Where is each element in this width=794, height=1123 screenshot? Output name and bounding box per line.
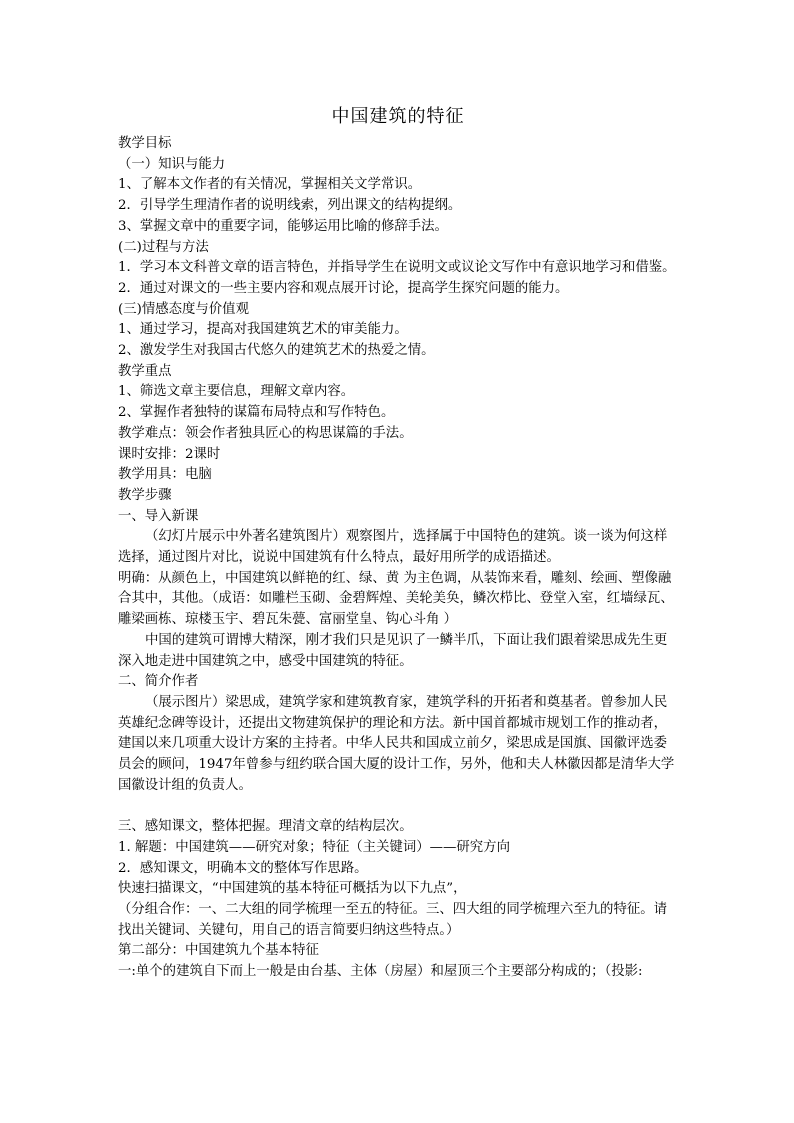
part-heading: 第二部分：中国建筑九个基本特征 [118,943,319,959]
section-heading-teaching-goals: 教学目标 [118,136,172,151]
subsection-heading-process: (二)过程与方法 [118,239,209,255]
tools-line: 教学用具：电脑 [118,467,212,483]
schedule-line: 课时安排：2课时 [118,446,221,462]
list-item: 2、掌握作者独特的谋篇布局特点和写作特色。 [118,405,395,421]
paragraph: 一:单个的建筑自下而上一般是由台基、主体（房屋）和屋顶三个主要部分构成的；（投影: [118,964,643,980]
paragraph: （幻灯片展示中外著名建筑图片）观察图片，选择属于中国特色的建筑。谈一谈为何这样选择，通过图片对比，说说中国建筑有什么特点，最好用所学的成语描述。 [118,529,668,566]
paragraph: （展示图片）梁思成，建筑学家和建筑教育家，建筑学科的开拓者和奠基者。曾参加人民英雄纪念碑等设计，还提出文物建筑保护的理论和方法。新中国首都城市规划工作的推动者，建国以来几项重大设计方案的主持者。中华人民共和国成立前夕，梁思成是国旗、国徽评选委员会的顾问，1947年曾参与纽约联合国大厦的设计工作，另外，他和夫人林徽因都是清华大学国徽设计组的负责人。 [118,694,675,793]
paragraph: 快速扫描课文，“中国建筑的基本特征可概括为以下九点”， [118,881,467,897]
difficulty-line: 教学难点：领会作者独具匠心的构思谋篇的手法。 [118,425,413,441]
section-heading-steps: 教学步骤 [118,487,172,503]
step-heading-author: 二、简介作者 [118,674,199,690]
list-item: 2、激发学生对我国古代悠久的建筑艺术的热爱之情。 [118,343,435,359]
step-heading-intro: 一、导入新课 [118,508,199,524]
blank-line [118,797,678,818]
paragraph: 中国的建筑可谓博大精深，刚才我们只是见识了一鳞半爪，下面让我们跟着梁思成先生更深入地走进中国建筑之中，感受中国建筑的特征。 [118,632,668,669]
step-heading-structure: 三、感知课文，整体把握。理清文章的结构层次。 [118,819,413,835]
paragraph: （分组合作：一、二大组的同学梳理一至五的特征。三、四大组的同学梳理六至九的特征。请找出关键词、关键句，用自己的语言简要归纳这些特点。） [118,902,668,938]
list-item: 2．感知课文，明确本文的整体写作思路。 [118,860,368,876]
list-item: 1. 解题：中国建筑——研究对象；特征（主关键词）——研究方向 [118,839,510,855]
list-item: 1、了解本文作者的有关情况，掌握相关文学常识。 [118,177,422,193]
list-item: 1．学习本文科普文章的语言特色，并指导学生在说明文或议论文写作中有意识地学习和借鉴。 [118,260,676,276]
subsection-heading-attitude: (三)情感态度与价值观 [118,301,249,317]
list-item: 2．通过对课文的一些主要内容和观点展开讨论，提高学生探究问题的能力。 [118,280,569,296]
list-item: 2．引导学生理清作者的说明线索，列出课文的结构提纲。 [118,198,462,214]
subsection-heading-knowledge: （一）知识与能力 [118,156,226,172]
document-body [118,104,678,983]
section-heading-key-points: 教学重点 [118,363,172,379]
page-title: 中国建筑的特征 [331,106,465,127]
list-item: 1、通过学习，提高对我国建筑艺术的审美能力。 [118,322,408,338]
list-item: 1、筛选文章主要信息，理解文章内容。 [118,384,355,400]
list-item: 3、掌握文章中的重要字词，能够运用比喻的修辞手法。 [118,218,448,234]
paragraph: 明确：从颜色上，中国建筑以鲜艳的红、绿、黄 为主色调，从装饰来看，雕刻、绘画、塑像融合其中，其他。（成语：如雕栏玉砌、金碧辉煌、美轮美奂，鳞次栉比、登堂入室，红墙绿瓦、雕梁画栋、琼楼玉宇、碧瓦朱甍、富丽堂皇、钩心斗角 ） [118,570,674,628]
